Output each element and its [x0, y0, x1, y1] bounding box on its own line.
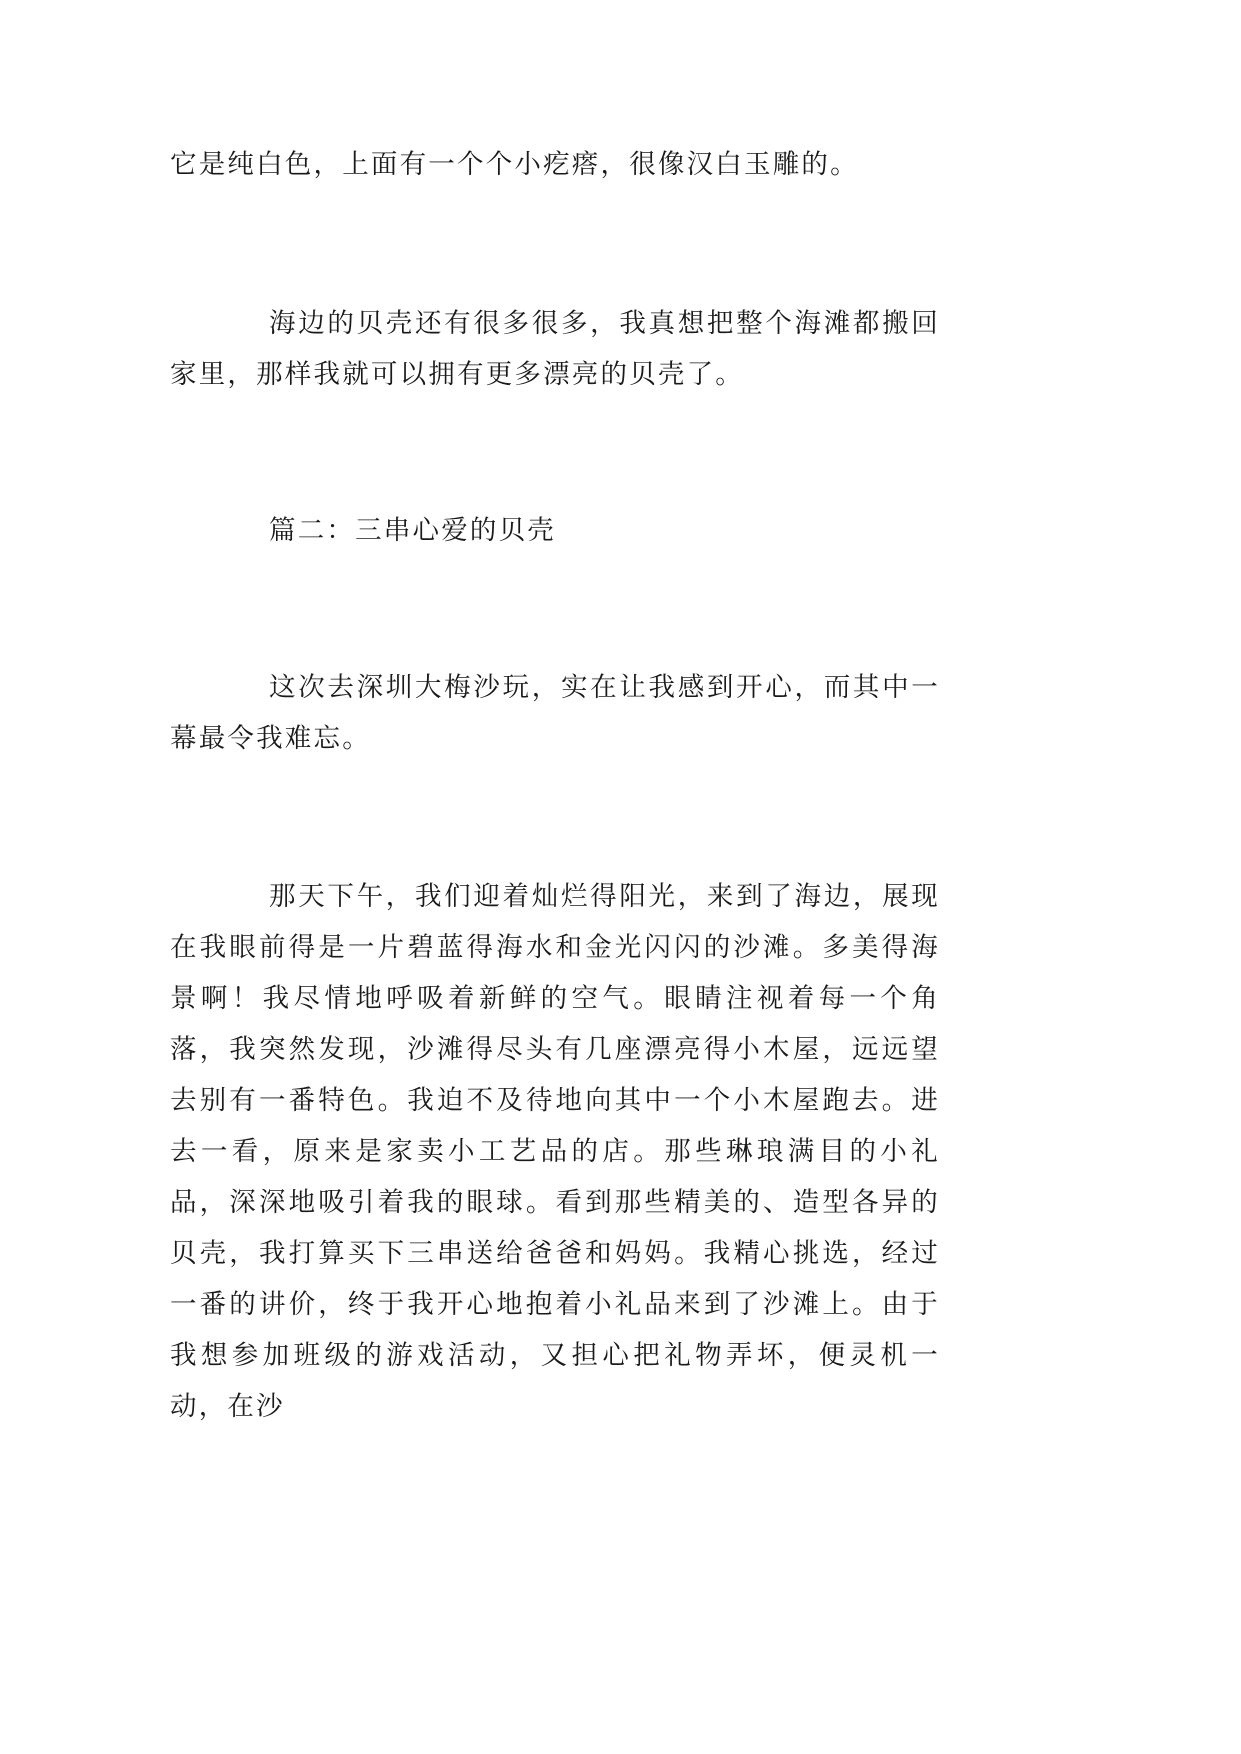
- paragraph-dameisha-intro: 这次去深圳大梅沙玩，实在让我感到开心，而其中一幕最令我难忘。: [170, 672, 940, 754]
- paragraph-seashells-home: 海边的贝壳还有很多很多，我真想把整个海滩都搬回家里，那样我就可以拥有更多漂亮的贝壳了。: [170, 308, 940, 390]
- paragraph-afternoon-story: 那天下午，我们迎着灿烂得阳光，来到了海边，展现在我眼前得是一片碧蓝得海水和金光闪闪的沙滩。多美得海景啊！我尽情地呼吸着新鲜的空气。眼睛注视着每一个角落，我突然发现，沙滩得尽头有几座漂亮得小木屋，远远望去别有一番特色。我迫不及待地向其中一个小木屋跑去。进去一看，原来是家卖小工艺品的店。那些琳琅满目的小礼品，深深地吸引着我的眼球。看到那些精美的、造型各异的贝壳，我打算买下三串送给爸爸和妈妈。我精心挑选，经过一番的讲价，终于我开心地抱着小礼品来到了沙滩上。由于我想参加班级的游戏活动，又担心把礼物弄坏，便灵机一动，在沙: [170, 881, 940, 1422]
- paragraph-continuation: 它是纯白色，上面有一个个小疙瘩，很像汉白玉雕的。: [170, 149, 859, 180]
- section-heading: 篇二：三串心爱的贝壳: [269, 515, 556, 546]
